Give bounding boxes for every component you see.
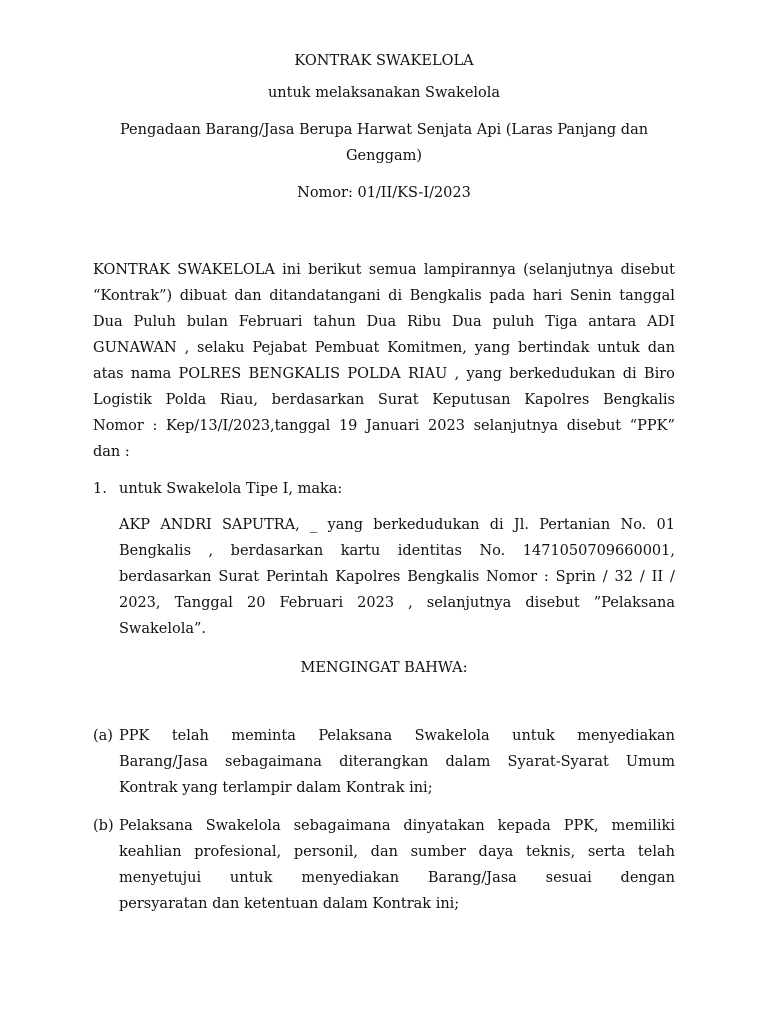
word: kartu (340, 543, 381, 559)
recital-a-paragraph (119, 723, 675, 801)
word: Februari (279, 595, 344, 611)
word: ”Pelaksana (593, 595, 675, 611)
word: KONTRAK (93, 262, 170, 278)
word: menyediakan (301, 870, 400, 886)
recital-a-line: Kontrak yang terlampir dalam Kontrak ini; (119, 780, 433, 796)
word: selaku (197, 340, 245, 356)
word: telah (171, 728, 209, 744)
word: _ (310, 517, 318, 533)
item-1-line (119, 564, 675, 590)
document-title: KONTRAK SWAKELOLA (294, 53, 474, 69)
intro-paragraph (93, 257, 675, 465)
word: yang (474, 340, 511, 356)
word: bertindak (518, 340, 590, 356)
word: berkedudukan (373, 517, 480, 533)
word: Swakelola (205, 818, 281, 834)
word: disebut (620, 262, 675, 278)
word: di (388, 288, 403, 304)
intro-line (93, 335, 675, 361)
word: untuk (512, 728, 555, 744)
word: Bengkalis (602, 392, 675, 408)
word: Syarat-Syarat (507, 754, 609, 770)
item-1-line: Swakelola”. (119, 621, 207, 637)
recital-b-line (119, 813, 675, 839)
word: Bengkalis (409, 288, 482, 304)
word: Dua (93, 314, 123, 330)
recital-b-line: persyaratan dan ketentuan dalam Kontrak ini; (119, 896, 460, 912)
word: dengan (620, 870, 675, 886)
word: berdasarkan (271, 392, 365, 408)
item-1-number: 1. (93, 481, 107, 497)
word: POLDA (347, 366, 401, 382)
word: ANDRI (160, 517, 212, 533)
word: Pertanian (539, 517, 611, 533)
word: keahlian (119, 844, 182, 860)
word: berdasarkan (230, 543, 324, 559)
word: / (639, 569, 645, 585)
word: disebut (525, 595, 580, 611)
word: 1471050709660001, (522, 543, 675, 559)
word: Riau, (219, 392, 258, 408)
word: tanggal (619, 288, 675, 304)
word: Kapolres (335, 569, 401, 585)
word: memiliki (611, 818, 675, 834)
word: teknis, (525, 844, 576, 860)
word: identitas (397, 543, 462, 559)
word: Kep/13/I/2023,tanggal (166, 418, 331, 434)
word: diterangkan (339, 754, 429, 770)
word: dibuat (179, 288, 227, 304)
word: 19 (338, 418, 358, 434)
intro-line (93, 361, 675, 387)
recital-a-line (119, 749, 675, 775)
word: yang (466, 366, 502, 382)
word: untuk (597, 340, 640, 356)
word: sumber (410, 844, 466, 860)
word: Surat (377, 392, 419, 408)
recital-a-line (119, 723, 675, 749)
word: dinyatakan (403, 818, 485, 834)
word: yang (327, 517, 364, 533)
word: Komitmen, (387, 340, 467, 356)
word: , (408, 595, 413, 611)
word: lampirannya (423, 262, 516, 278)
item-1-label: untuk Swakelola Tipe I, maka: (119, 481, 343, 497)
word: Nomor (486, 569, 537, 585)
word: dalam (445, 754, 491, 770)
item-1-line (119, 512, 675, 538)
word: semua (368, 262, 417, 278)
word: Barang/Jasa (427, 870, 517, 886)
word: No. (479, 543, 506, 559)
item-1-paragraph (119, 512, 675, 642)
word: selanjutnya (473, 418, 559, 434)
word: 2023, (119, 595, 161, 611)
word: Senin (569, 288, 612, 304)
word: pada (489, 288, 526, 304)
word: atas (93, 366, 124, 382)
word: 20 (247, 595, 266, 611)
word: meminta (231, 728, 296, 744)
word: AKP (119, 517, 151, 533)
word: Dua (452, 314, 482, 330)
word: Jl. (513, 517, 529, 533)
word: Keputusan (432, 392, 511, 408)
word: Bengkalis (119, 543, 192, 559)
word: di (622, 366, 637, 382)
word: Pembuat (314, 340, 380, 356)
word: antara (588, 314, 637, 330)
word: di (489, 517, 504, 533)
intro-line (93, 283, 675, 309)
word: sesuai (545, 870, 592, 886)
word: berdasarkan (119, 569, 212, 585)
word: berkedudukan (509, 366, 616, 382)
word: selanjutnya (426, 595, 512, 611)
word: ADI (647, 314, 675, 330)
word: sebagaimana (293, 818, 391, 834)
word: Polda (165, 392, 207, 408)
recital-b-line (119, 839, 675, 865)
recital-a-label: (a) (93, 728, 113, 744)
word: Perintah (265, 569, 329, 585)
document-subtitle: untuk melaksanakan Swakelola (267, 85, 501, 101)
word: Tanggal (174, 595, 233, 611)
word: Barang/Jasa (119, 754, 208, 770)
word: menyetujui (119, 870, 202, 886)
word: Biro (643, 366, 675, 382)
contract-number: Nomor: 01/II/KS-I/2023 (297, 185, 471, 201)
procurement-line-1: Pengadaan Barang/Jasa Berupa Harwat Senjata Api (Laras Panjang dan (119, 122, 649, 138)
word: Logistik (93, 392, 152, 408)
word: : (543, 569, 549, 585)
word: kepada (497, 818, 551, 834)
word: Tiga (545, 314, 578, 330)
word: BENGKALIS (248, 366, 341, 382)
word: personil, (293, 844, 359, 860)
word: Puluh (133, 314, 176, 330)
word: No. (620, 517, 647, 533)
word: hari (532, 288, 563, 304)
item-1-line (119, 590, 675, 616)
word: Surat (218, 569, 260, 585)
word: , (184, 340, 190, 356)
intro-line (93, 413, 675, 439)
item-1-line (119, 538, 675, 564)
word: Pelaksana (318, 728, 393, 744)
word: PPK (119, 728, 150, 744)
word: 32 (614, 569, 633, 585)
word: RIAU (407, 366, 448, 382)
word: “Kontrak”) (93, 288, 173, 304)
word: / (669, 569, 675, 585)
word: bulan (186, 314, 228, 330)
word: Swakelola (414, 728, 490, 744)
word: nama (130, 366, 172, 382)
word: Februari (238, 314, 303, 330)
word: menyediakan (577, 728, 675, 744)
word: daya (478, 844, 514, 860)
word: untuk (229, 870, 273, 886)
word: 01 (656, 517, 675, 533)
word: disebut (566, 418, 622, 434)
word: SAPUTRA, (222, 517, 300, 533)
word: ditandatangani (269, 288, 381, 304)
word: telah (637, 844, 675, 860)
word: PPK, (563, 818, 599, 834)
word: dan (234, 288, 262, 304)
recitals-heading: MENGINGAT BAHWA: (300, 660, 468, 676)
word: POLRES (178, 366, 242, 382)
word: tahun (313, 314, 356, 330)
word: : (152, 418, 158, 434)
intro-line: dan : (93, 444, 130, 460)
intro-line (93, 257, 675, 283)
word: Sprin (555, 569, 596, 585)
word: , (208, 543, 214, 559)
word: SWAKELOLA (177, 262, 275, 278)
word: serta (587, 844, 626, 860)
word: , (454, 366, 460, 382)
word: dan (370, 844, 398, 860)
word: II (651, 569, 664, 585)
word: Januari (366, 418, 420, 434)
recital-b-label: (b) (93, 818, 114, 834)
word: Bengkalis (407, 569, 480, 585)
recital-b-paragraph (119, 813, 675, 917)
word: Pejabat (252, 340, 307, 356)
word: “PPK” (629, 418, 675, 434)
word: berikut (308, 262, 362, 278)
procurement-line-2: Genggam) (345, 148, 423, 164)
word: 2023 (428, 418, 465, 434)
word: Dua (366, 314, 397, 330)
word: Kapolres (524, 392, 590, 408)
word: (selanjutnya (523, 262, 614, 278)
intro-line (93, 309, 675, 335)
word: Nomor (93, 418, 144, 434)
intro-line (93, 387, 675, 413)
recital-b-line (119, 865, 675, 891)
word: dan (647, 340, 675, 356)
word: Pelaksana (119, 818, 193, 834)
word: 2023 (357, 595, 395, 611)
word: Ribu (406, 314, 442, 330)
word: Umum (625, 754, 675, 770)
word: ini (282, 262, 301, 278)
word: GUNAWAN (93, 340, 177, 356)
word: puluh (492, 314, 535, 330)
word: sebagaimana (225, 754, 322, 770)
word: profesional, (194, 844, 282, 860)
word: / (602, 569, 608, 585)
